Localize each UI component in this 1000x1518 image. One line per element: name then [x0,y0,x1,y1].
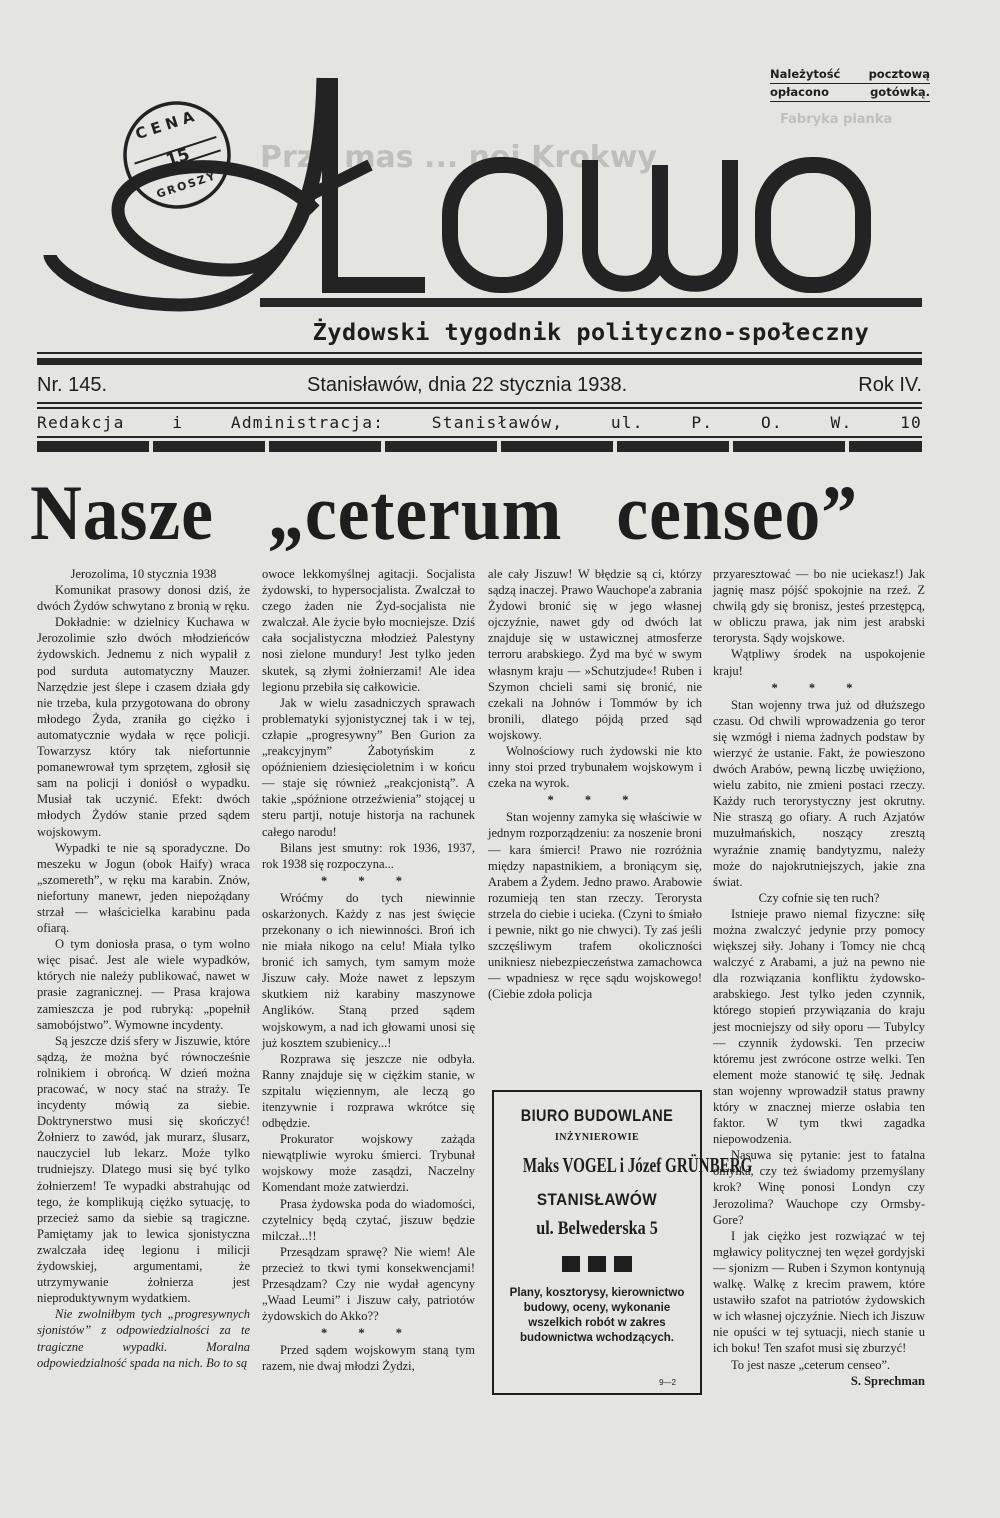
ad-names: Maks VOGEL i Józef GRÜNBERG [522,1153,753,1177]
paragraph: Przesądzam sprawę? Nie wiem! Ale przecież to tkwi tymi konsekwencjami! Przesądzam? Czy nie wydał agencyny „Waad Leumi” i Jiszuw cały, patriotów żydowskich do Akko?? [262,1244,475,1324]
paragraph: Bilans jest smutny: rok 1936, 1937, rok 1938 się rozpoczyna... [262,840,475,871]
postage-line: Należytość pocztową [770,66,930,84]
paragraph: Stan wojenny trwa już od dłuższego czasu. Od chwili wprowadzenia go teror się wzmógł i niema żadnych podstaw by wierzyć że ustanie. Fakt, że powieszono dwóch Arabów, pewną liczbę uwiężiono, wielu zabito, nie zmieni postaci rzeczy. Każdy ruch terorystyczny jest okrutny. Nie straszą go ofiary. A ruch Azjatów muzułmańskich, noszący zresztą wyraźnie znamię bandytyzmu, należy może do najokrutniejszych, jakie zna świat. [713,697,925,889]
paragraph: Nasuwa się pytanie: jest to fatalna omyłka, czy też świadomy przemyślany krok? Winę ponosi Londyn czy Jerozolima? Wauchope czy Ormsby-Gore? [713,1148,925,1227]
article-column-4 [713,566,925,1389]
paragraph: ale cały Jiszuw! W błędzie są ci, którzy sądzą inaczej. Prawo Wauchope'a zabrania Żydowi bronić się w jego własnej ojczyźnie, nawet gdy od dwóch lat znajduje się w ustawicznej atmosferze terroru arabskiego. Żyd ma być w swym własnym kraju — »Schutzjude«! Ruben i Szymon chcieli sami się bronić, nie czekali na Johnów i Tommów by ich bronili, dlatego pójdą przed sąd wojskowy. [488,567,702,742]
paragraph: To jest nasze „ceterum censeo”. [731,1357,891,1372]
paragraph: Istnieje prawo niemal fizyczne: siłę można zwalczyć jedynie przy pomocy większej siły. Johany i Tomcy nie chcą walczyć z Arabami, a już na pewno nie dla rozwiązania konfliktu żydowsko-arabskiego. Jest tylko jeden czynnik, którego stopień przywiązania do kraju jest mocniejszy od siły oporu — Tubylcy — czynnik żydowski. Ten przeciw któremu jest zwrócone ostrze welki. Ten element może stanowić tę siłę. Jednak stan wojenny wprowadził status prawny który w znacznej mierze osłabia ten faktor. W tym tkwi zagadka niepowodzenia. [713,906,925,1147]
bleed-through-text: Fabryka pianka [780,112,893,127]
issue-date: Stanisławów, dnia 22 stycznia 1938. [307,374,628,396]
bleed-through-text: Przy mas ... nej Krokwy [260,140,657,175]
section-divider: * * * [321,873,416,888]
section-divider: * * * [547,793,643,808]
article-signature: S. Sprechman [850,1373,925,1388]
article-column-1 [37,566,250,1371]
ad-title: BIURO BUDOWLANE [520,1106,674,1125]
price-stamp-top: CENA [133,105,202,144]
address-line: Redakcja i Administracja: Stanisławów, ul. P. O. W. 10 [37,413,922,432]
paragraph: Jak w wielu zasadniczych sprawach problematyki syjonistycznej tak i w tej, człapie „progresywny” Ben Gurion za „reakcyjnym” Żabotyńskim z opóźnieniem dziesięcioletnim i w końcu — staje się również „reakcjonistą”. A takie „spóźnione otrzeźwienia” stojącej u steru partji, notuje historja na rachunek całego narodu! [262,695,475,839]
ad-subtitle: INŻYNIEROWIE [554,1132,640,1143]
price-stamp [112,90,242,220]
paragraph: Rozprawa się jeszcze nie odbyła. Ranny znajduje się w ciężkim stanie, w szpitalu więziennym, ale leczą go itenzywnie i rozprawa wkrótce się odbędzie. [262,1051,475,1131]
paragraph: Komunikat prasowy donosi dziś, że dwóch Żydów schwytano z bronią w ręku. [37,583,250,614]
article-dateline: Jerozolima, 10 stycznia 1938 [70,567,217,581]
paragraph: Przed sądem wojskowym staną tym razem, nie dwaj młodzi Żydzi, [262,1343,475,1374]
article-column-3 [488,566,702,1002]
section-divider: * * * [771,680,867,695]
paragraph: Wypadki te nie są sporadyczne. Do meszeku w Jogun (obok Haify) wraca „szomereth”, w ręku ma karabin. Znów, niefortuny manewr, jeden niepożądany strzał — właścicielka karabinu pada ofiarą. [37,840,250,936]
paragraph: Wątpliwy środek na uspokojenie kraju! [713,647,925,678]
price-stamp-bottom: GROSZY [154,169,219,201]
postage-note [770,66,930,102]
issue-year: Rok IV. [858,374,922,396]
ad-ornament [562,1256,632,1272]
paragraph: O tym doniosła prasa, o tym wolno więc pisać. Jest ale wiele wypadków, których nie należy publikować, nawet w prasie zagranicznej. — Prasa krajowa zamieszcza je pod rubryką: „popełnił samobójstwo”. Wymowne incydenty. [37,937,250,1032]
advertisement-box [492,1090,753,1395]
section-divider: * * * [321,1326,416,1341]
paragraph: przyaresztować — bo nie uciekasz!) Jak jagnię masz pójść spokojnie na rzeź. Z chwilą gdy się bronisz, jesteś przestępcą, w obliczu prawa, jak nim jest arabski terorysta. Sądy wojskowe. [713,567,925,646]
paragraph: Czy cofnie się ten ruch? [758,890,880,905]
paragraph: Dokładnie: w dzielnicy Kuchawa w Jerozolimie szło dwóch młodzieńców żydowskich. Jednemu z nich wypalił z pod surduta automatyczny Mauzer. Narzędzie jest ślepe i czasem działa gdy nie trzeba, kula przygotowana do obrony młodego Żyda, zraniła go ciężko i automatycznie wydała w ręce policji. Towarzysz który tak niefortunnie pomanewrował tym sprzętem, zgłosił się sam na policji i doniósł o wypadku. Musiał tak uczynić. Efekt: dwóch młodych Żydów stanie przed sądem wojskowym. [37,615,250,839]
ad-city: STANISŁAWÓW [536,1190,658,1209]
paragraph: Prokurator wojskowy zażąda niewątpliwie wyroku śmierci. Trybunał wojskowy może zasądzi, Naczelny Komendant może zatwierdzi. [262,1132,475,1195]
paragraph: Prasa żydowska poda do wiadomości, czytelnicy będą czytać, jiszuw będzie milczał...!! [262,1196,475,1243]
ad-services: Plany, kosztorysy, kierownictwo budowy, oceny, wykonanie wszelkich robót w zakres budownictwa wchodzących. [509,1287,685,1344]
masthead-subtitle: Żydowski tygodnik polityczno-społeczny [312,318,870,346]
page-headline: Nasze „ceterum censeo” [30,469,858,556]
paragraph: Są jeszcze dziś sfery w Jiszuwie, które sądzą, że można być równocześnie rolnikiem i obrońcą. W dzień można pracować, w nocy stać na straży. Te incydenty mówią za siebie. Doktrynerstwo musi się skończyć! Żołnierz to zawód, jak murarz, ślusarz, nauczyciel lub lekarz. Może tylko trudniejszy. Dlatego musi się być tylko żołnierzem! Te wypadki abstrahując od tego, że komplikują ciężko sytuację, to przecież samo da siebie są tragiczne. Pamiętamy jak to lewica sjonistyczna zwalczała ideę legionu i milicji żydowskiej, argumentami, że utrzymywanie żołnierza jest nieproduktywnym wydatkiem. [37,1033,250,1306]
rule-segmented [37,441,922,452]
paragraph: Wolnościowy ruch żydowski nie kto inny stoi przed trybunałem wojskowym i czeka na wyrok. [488,744,702,791]
postage-line: opłacono gotówką. [770,84,930,102]
paragraph: I jak ciężko jest rozwiązać w tej mgławicy politycznej ten węzeł gordyjski — sjonizm — Ruben i Szymon kontynują walkę. Walkę z krecim prawem, które ustawiło szafot na patriotów żydowskich w ich własnej ojczyźnie. Niech ich Jiszuw nie opuści w tej sytuacji, niech stanie u ich boku! Ten szafot musi się zburzyć! [713,1228,925,1356]
ad-code: 9—2 [659,1378,676,1387]
article-column-2 [262,566,475,1375]
rule-thin [37,407,922,409]
rule-thick [37,358,922,365]
issue-row [37,374,922,404]
rule-thin [37,402,922,404]
issue-number: Nr. 145. [37,374,108,396]
ad-address: ul. Belwederska 5 [536,1218,658,1239]
price-stamp-value: 15 [163,144,193,172]
paragraph: Wróćmy do tych niewinnie oskarżonych. Każdy z nas jest święcie przekonany o ich niewinności. Broń ich nie miała nikogo na celu! Miała tylko bronić ich samych, tym samym może Jiszuw cały. Może nawet z lepszym skutkiem niż karabiny maszynowe Anglików. Staną przed sądem wojskowym, a nad ich głowami unosi się już kosztem szubienicy...! [262,890,475,1050]
masthead-rule [260,298,922,307]
paragraph: owoce lekkomyślnej agitacji. Socjalista żydowski, to hypersocjalista. Zwalczał to czego żaden nie Żyd-socjalista nie zwalczał. Ale życie było mocniejsze. Dziś cała socjalistyczna młodzież Palestyny nosi zielone mundury! Jest tylko jeden skutek, są złymi żołnierzami! Ale idea legionu przebiła się całkowicie. [262,567,475,694]
paragraph: Stan wojenny zamyka się właściwie w jednym rozporządzeniu: za noszenie broni — kara śmierci! Prawo nie rozróżnia między napastnikiem, a broniącym się, Arabem a Żydem. Jedno prawo. Arabowie rozumieją ten stan rzeczy. Terorysta strzela do ciebie i ucieka. (Czyni to śmiało i pewnie, nikt go nie chwyci). Ty zaś jeśli szczęśliwym trafem okoliczności unikniesz niebezpieczeństwa zamachowca — wpadniesz w ręce sądu wojskowego! (Ciebie zdoła policja [488,810,702,1002]
rule-thin [37,352,922,354]
paragraph: Nie zwolniłbym tych „progresywnych sjonistów” z odpowiedzialności za te tragiczne wypadki. Moralna odpowiedzialność spada na nich. Bo to są [37,1307,250,1370]
rule-thin [37,436,922,438]
